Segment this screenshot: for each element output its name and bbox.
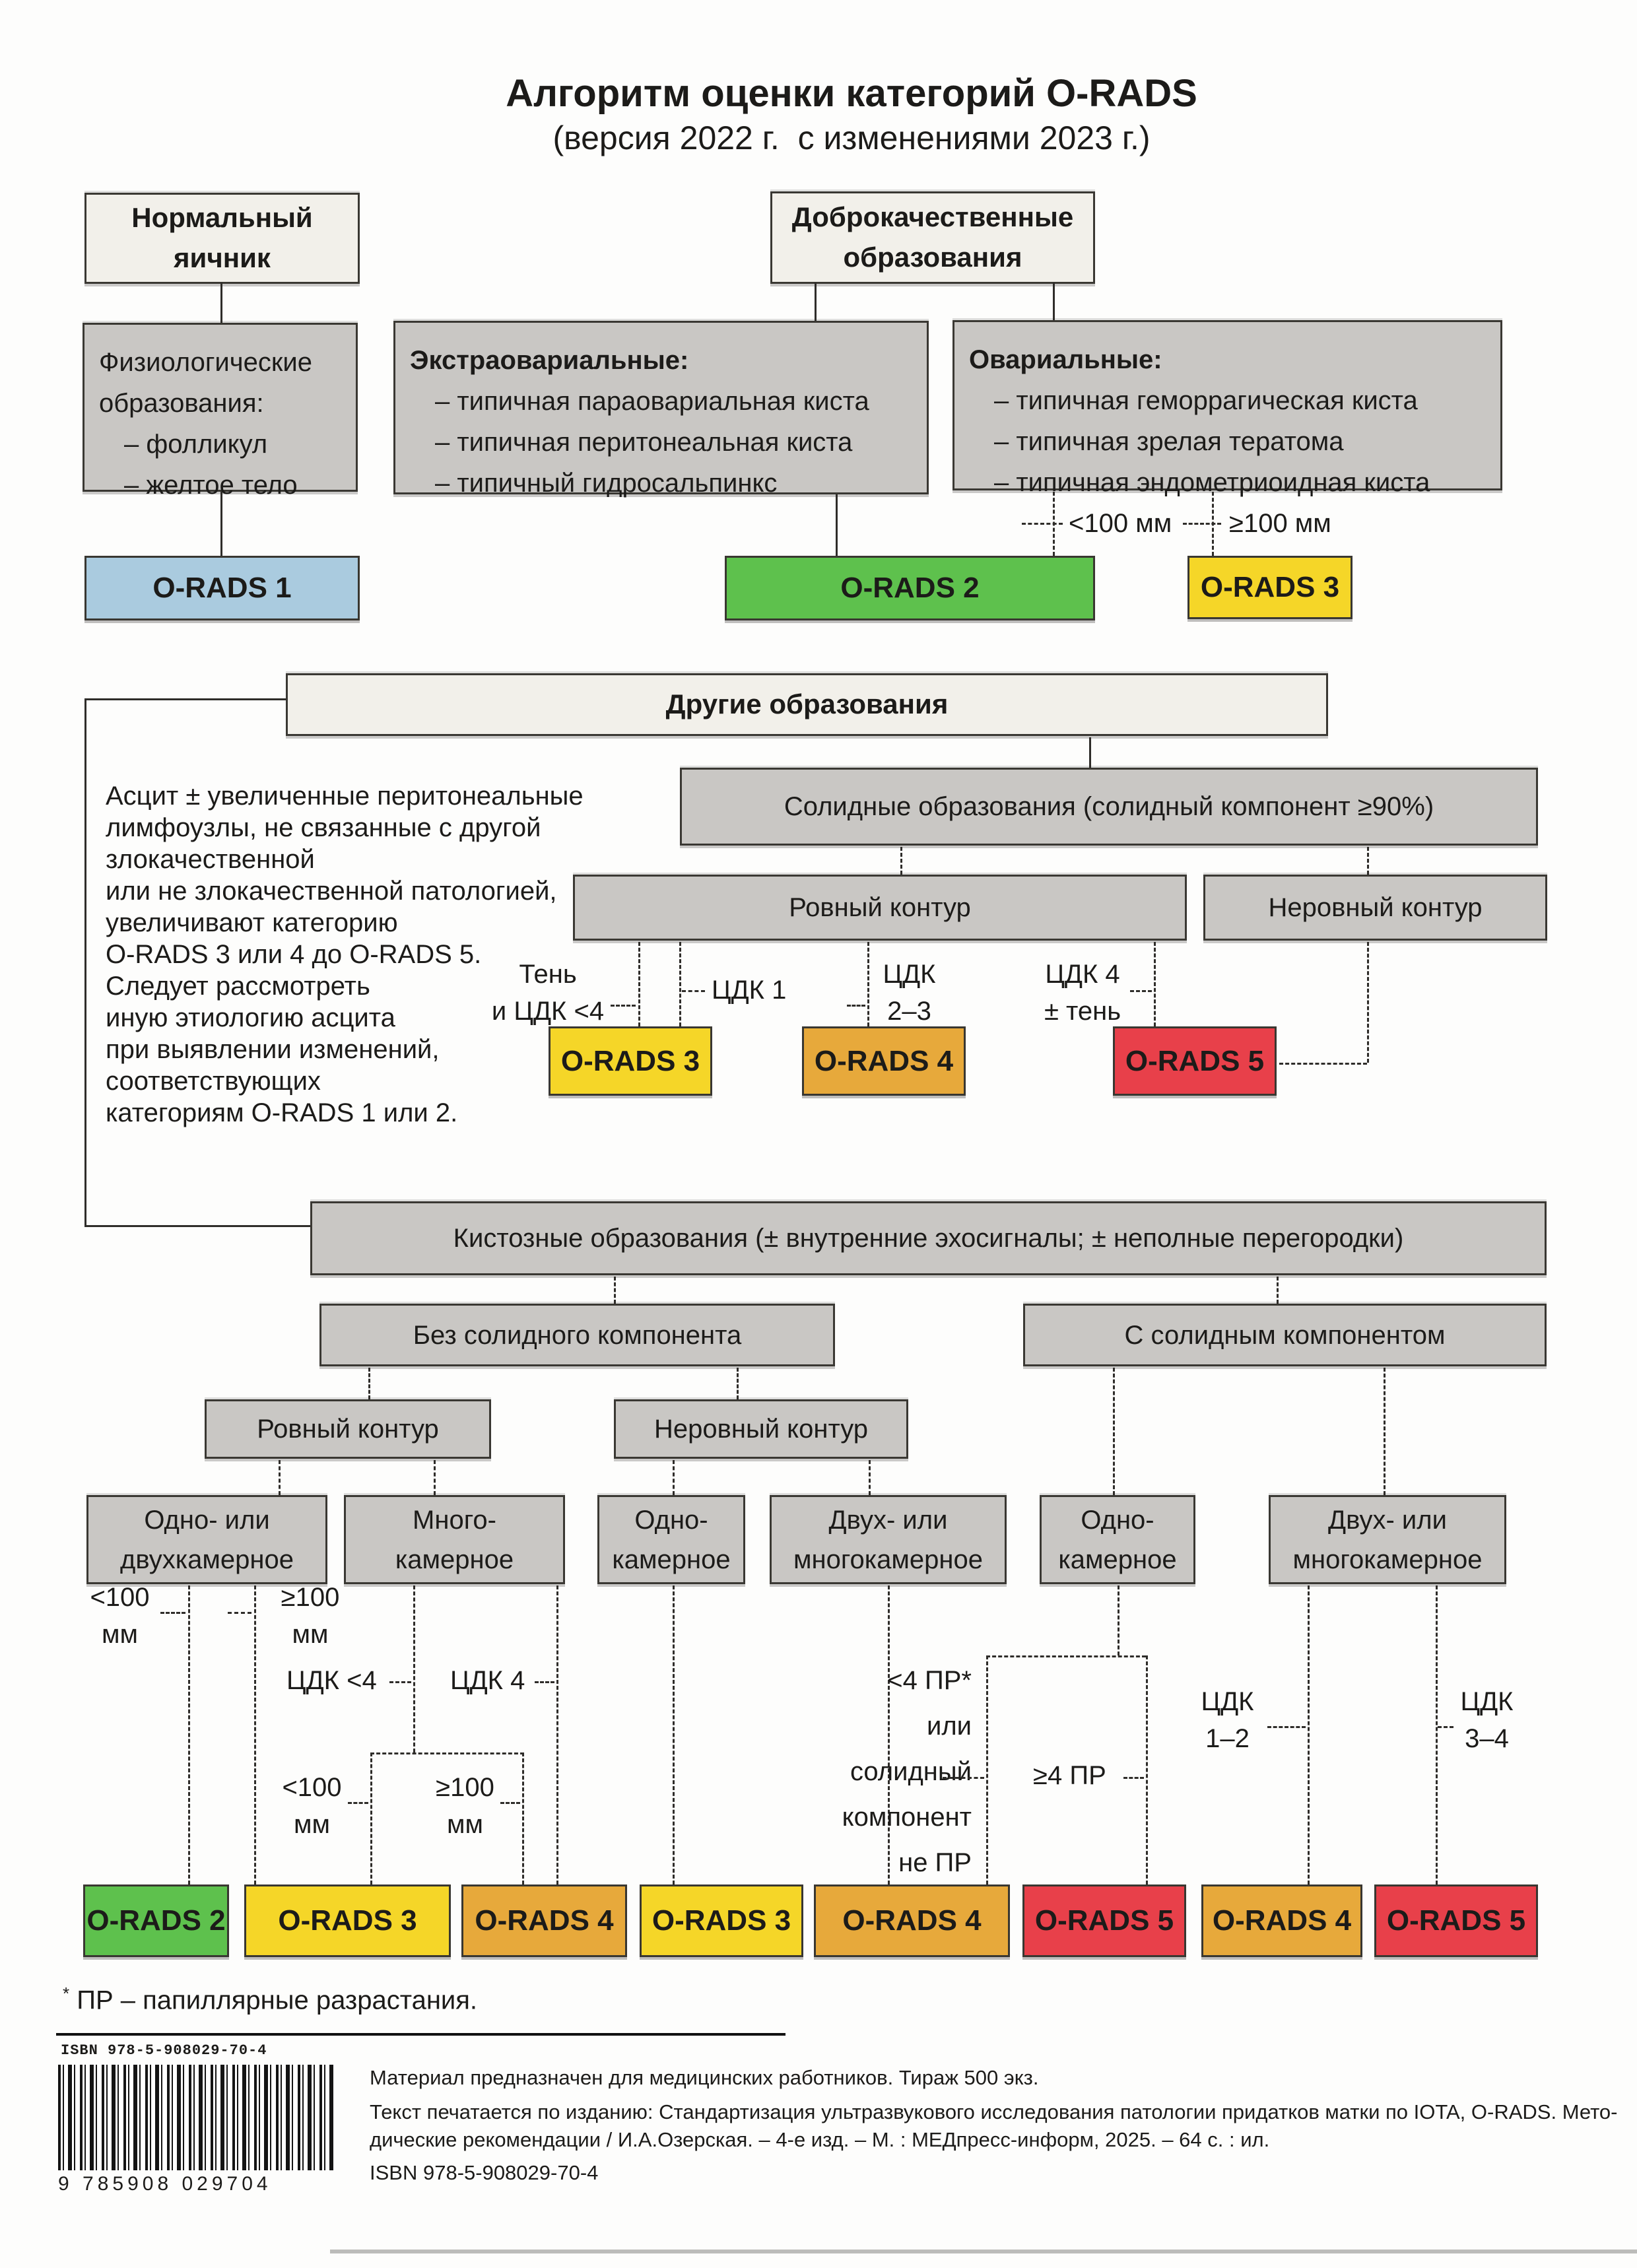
node-multilocular xyxy=(344,1495,565,1584)
label-ge100: ≥100 xyxy=(281,1583,340,1612)
ascites-line: злокачественной xyxy=(106,845,315,874)
result-bottom-orads-5b: O-RADS 5 xyxy=(1374,1884,1538,1957)
connector-dashed xyxy=(522,1752,524,1884)
footnote-pr xyxy=(63,1984,477,2015)
tick-dashed xyxy=(348,1802,368,1804)
label-cdk23 xyxy=(878,956,941,1030)
ascites-line: или не злокачественной патологией, xyxy=(106,877,557,906)
connector-dashed xyxy=(638,942,640,1026)
label-ge4pr: ≥4 ПР xyxy=(1033,1761,1106,1790)
connector-dashed xyxy=(679,942,681,1026)
chamber-line: многокамерное xyxy=(1292,1545,1483,1574)
node-smooth-contour-solid xyxy=(573,875,1187,941)
pr-line: компонент xyxy=(842,1803,972,1832)
label-cdk34-line2: 3–4 xyxy=(1465,1724,1509,1753)
connector-dashed xyxy=(986,1655,1146,1657)
barcode-digits: 9 785908 029704 xyxy=(58,2173,272,2195)
label-cdk4-shadow xyxy=(1033,956,1132,1030)
connector-dashed xyxy=(279,1460,281,1495)
chamber-line: многокамерное xyxy=(793,1545,983,1574)
label-cdk34 xyxy=(1455,1683,1518,1757)
connector-dashed xyxy=(1154,942,1156,1026)
label-mm: мм xyxy=(294,1810,330,1839)
footer-isbn: ISBN 978-5-908029-70-4 xyxy=(370,2161,599,2184)
node-other-lesions-label: Другие образования xyxy=(665,688,949,720)
node-physiologic xyxy=(83,323,358,500)
connector-dashed xyxy=(1308,1585,1310,1884)
connector xyxy=(84,1225,310,1227)
result-bottom-orads-5: O-RADS 5 xyxy=(1022,1884,1186,1957)
connector-dashed xyxy=(900,847,902,875)
connector xyxy=(1053,283,1055,320)
label-cdk12 xyxy=(1196,1683,1259,1757)
chamber-line: Одно- или xyxy=(144,1505,270,1535)
ascites-line: категориям O-RADS 1 или 2. xyxy=(106,1098,458,1127)
connector-dashed xyxy=(368,1368,370,1399)
ascites-line: соответствующих xyxy=(106,1067,321,1096)
node-smooth-contour-cystic-label: Ровный контур xyxy=(257,1415,439,1444)
chamber-line: Двух- или xyxy=(828,1505,948,1535)
connector-dashed xyxy=(556,1585,558,1884)
connector-dashed xyxy=(413,1585,415,1752)
label-mm: мм xyxy=(292,1620,329,1649)
node-unilocular-solid xyxy=(1040,1495,1195,1584)
node-irregular-contour-cystic-label: Неровный контур xyxy=(653,1415,869,1444)
label-lt100mm-b xyxy=(277,1769,347,1843)
node-no-solid-component-label: Без солидного компонента xyxy=(413,1320,742,1350)
node-no-solid-component xyxy=(319,1304,835,1366)
chamber-line: двухкамерное xyxy=(120,1545,294,1574)
result-orads-4-solid: O-RADS 4 xyxy=(802,1026,966,1096)
node-solid-lesions-label: Солидные образования (солидный компонент ≥90%) xyxy=(784,792,1434,821)
connector-dashed xyxy=(370,1752,372,1884)
label-size-ge100: ≥100 мм xyxy=(1229,509,1331,538)
chamber-line: камерное xyxy=(395,1545,514,1574)
label-cdk-4: ЦДК 4 xyxy=(450,1666,525,1695)
connector-dashed xyxy=(188,1585,190,1884)
node-cystic-lesions-label: Кистозные образования (± внутренние эхосигналы; ± неполные перегородки) xyxy=(453,1224,1404,1253)
label-ge100mm xyxy=(267,1579,353,1653)
physio-item: – желтое тело xyxy=(124,471,298,500)
extraovarian-item: – типичная параовариальная киста xyxy=(435,387,869,416)
label-cdk34-line1: ЦДК xyxy=(1460,1687,1514,1716)
barcode xyxy=(58,2065,335,2170)
label-cdk4-line1: ЦДК 4 xyxy=(1045,960,1120,989)
physio-item: – фолликул xyxy=(124,430,268,459)
label-cdk12-line2: 1–2 xyxy=(1205,1724,1250,1753)
connector-dashed xyxy=(869,1460,871,1495)
isbn-caption: ISBN 978-5-908029-70-4 xyxy=(61,2042,267,2059)
ascites-note xyxy=(106,780,607,1129)
result-orads-3: O-RADS 3 xyxy=(1187,556,1353,619)
result-orads-2: O-RADS 2 xyxy=(725,556,1095,620)
connector-dashed xyxy=(254,1585,256,1884)
node-benign xyxy=(770,191,1095,284)
node-irregular-contour-cystic xyxy=(614,1399,908,1459)
chamber-line: Одно- xyxy=(634,1505,708,1535)
connector-dashed xyxy=(1384,1368,1386,1495)
ovarian-title: Овариальные: xyxy=(969,345,1162,374)
node-irregular-contour-solid xyxy=(1203,875,1547,941)
tick-dashed xyxy=(1183,523,1221,525)
connector xyxy=(815,283,817,321)
scan-edge xyxy=(330,2250,1637,2253)
node-bi-multilocular-irregular xyxy=(770,1495,1007,1584)
label-cdk23-line2: 2–3 xyxy=(887,997,931,1026)
node-normal-ovary xyxy=(84,193,360,284)
node-other-lesions xyxy=(286,673,1328,736)
node-uni-bilocular xyxy=(86,1495,327,1584)
tick-dashed xyxy=(682,990,705,992)
node-cystic-lesions xyxy=(310,1201,1547,1275)
chamber-line: камерное xyxy=(1058,1545,1177,1574)
node-unilocular-irregular xyxy=(597,1495,745,1584)
extraovarian-item: – типичная перитонеальная киста xyxy=(435,428,853,457)
pr-line: солидный xyxy=(850,1757,972,1786)
label-cdk23-line1: ЦДК xyxy=(883,960,936,989)
connector-dashed xyxy=(867,942,869,1026)
connector-dashed xyxy=(1367,942,1369,1063)
ascites-line: увеличивают категорию xyxy=(106,908,398,937)
connector xyxy=(84,698,286,700)
physio-line1: Физиологические xyxy=(99,348,312,377)
connector-dashed xyxy=(434,1460,436,1495)
label-shadow: Тень xyxy=(519,960,577,989)
tick-dashed xyxy=(535,1681,554,1683)
label-lt4-pr-or-solid xyxy=(759,1658,972,1886)
page-subtitle: (версия 2022 г. с изменениями 2023 г.) xyxy=(552,119,1151,156)
tick-dashed xyxy=(1438,1726,1453,1728)
connector-dashed xyxy=(986,1655,988,1884)
result-bottom-orads-4: O-RADS 4 xyxy=(461,1884,627,1957)
footnote-text: ПР – папиллярные разрастания. xyxy=(69,1985,478,2015)
ascites-line: иную этиологию асцита xyxy=(106,1003,395,1032)
node-with-solid-component xyxy=(1023,1304,1547,1366)
ovarian-item: – типичная эндометриоидная киста xyxy=(994,468,1430,497)
node-solid-lesions xyxy=(680,768,1538,846)
pr-line: <4 ПР* xyxy=(887,1666,972,1695)
connector xyxy=(84,698,86,1226)
tick-dashed xyxy=(160,1612,185,1614)
result-orads-3-solid: O-RADS 3 xyxy=(549,1026,712,1096)
label-cdk-lt4: и ЦДК <4 xyxy=(491,997,605,1026)
node-smooth-contour-solid-label: Ровный контур xyxy=(789,893,971,922)
result-bottom-orads-3: O-RADS 3 xyxy=(244,1884,451,1957)
node-normal-ovary-line1: Нормальный xyxy=(131,202,313,234)
pr-line: не ПР xyxy=(898,1848,972,1877)
label-lt100: <100 xyxy=(282,1773,342,1802)
tick-dashed xyxy=(1123,1777,1144,1779)
node-benign-line1: Доброкачественные xyxy=(791,201,1074,233)
label-lt100: <100 xyxy=(90,1583,150,1612)
ascites-line: Следует рассмотреть xyxy=(106,972,370,1001)
connector-dashed xyxy=(673,1460,675,1495)
result-orads-5-solid: O-RADS 5 xyxy=(1113,1026,1277,1096)
label-ge100: ≥100 xyxy=(436,1773,494,1802)
node-smooth-contour-cystic xyxy=(205,1399,491,1459)
result-bottom-orads-3b: O-RADS 3 xyxy=(640,1884,803,1957)
chamber-line: Одно- xyxy=(1081,1505,1154,1535)
label-mm: мм xyxy=(102,1620,138,1649)
ovarian-item: – типичная геморрагическая киста xyxy=(994,386,1418,415)
connector xyxy=(1089,737,1091,769)
footer-line-source-1: Текст печатается по изданию: Стандартизация ультразвукового исследования патологии придатков матки по IOTA, O-RADS. Мето- xyxy=(370,2100,1618,2123)
connector-dashed xyxy=(370,1752,524,1754)
chamber-line: Двух- или xyxy=(1328,1505,1447,1535)
node-ovarian xyxy=(952,320,1502,497)
connector-dashed xyxy=(1118,1585,1119,1655)
tick-dashed xyxy=(1130,990,1152,992)
connector-dashed xyxy=(1146,1655,1148,1884)
ovarian-item: – типичная зрелая тератома xyxy=(994,427,1344,456)
ascites-line: лимфоузлы, не связанные с другой xyxy=(106,813,541,842)
connector xyxy=(220,492,222,556)
result-bottom-orads-2: O-RADS 2 xyxy=(83,1884,229,1957)
node-benign-line2: образования xyxy=(843,242,1022,273)
connector-dashed xyxy=(1436,1585,1438,1884)
chamber-line: камерное xyxy=(612,1545,731,1574)
result-bottom-orads-4b: O-RADS 4 xyxy=(814,1884,1010,1957)
tick-dashed xyxy=(943,1777,984,1779)
label-shadow-cdk-lt4 xyxy=(488,956,607,1030)
connector-dashed xyxy=(1279,1063,1367,1065)
ascites-line: Асцит ± увеличенные перитонеальные xyxy=(106,782,584,811)
pr-line: или xyxy=(926,1712,972,1741)
connector xyxy=(220,283,222,323)
extraovarian-title: Экстраовариальные: xyxy=(410,346,689,375)
ascites-line: при выявлении изменений, xyxy=(106,1035,440,1064)
node-with-solid-component-label: С солидным компонентом xyxy=(1124,1320,1446,1350)
node-normal-ovary-line2: яичник xyxy=(174,242,271,273)
tick-dashed xyxy=(1022,523,1063,525)
node-irregular-contour-solid-label: Неровный контур xyxy=(1268,893,1483,922)
node-extraovarian xyxy=(393,321,929,498)
connector-dashed xyxy=(614,1277,616,1304)
footnote-star: * xyxy=(63,1984,70,2003)
connector-dashed xyxy=(1367,847,1369,875)
label-size-lt100: <100 мм xyxy=(1069,509,1172,538)
label-cdk-lt4: ЦДК <4 xyxy=(286,1666,377,1695)
node-bi-multilocular-solid xyxy=(1269,1495,1506,1584)
tick-dashed xyxy=(500,1802,520,1804)
tick-dashed xyxy=(228,1612,251,1614)
label-ge100mm-b xyxy=(430,1769,500,1843)
label-mm: мм xyxy=(447,1810,483,1839)
ascites-line: O-RADS 3 или 4 до O-RADS 5. xyxy=(106,940,482,969)
extraovarian-item: – типичный гидросальпинкс xyxy=(435,469,778,498)
result-bottom-orads-4c: O-RADS 4 xyxy=(1201,1884,1362,1957)
tick-dashed xyxy=(611,1005,636,1007)
physio-line2: образования: xyxy=(99,389,264,418)
footer-rule xyxy=(56,2033,785,2036)
page-title: Алгоритм оценки категорий O-RADS xyxy=(506,72,1197,115)
connector-dashed xyxy=(1113,1368,1115,1495)
connector-dashed xyxy=(1277,1277,1279,1304)
chamber-line: Много- xyxy=(413,1505,496,1535)
label-cdk4-line2: ± тень xyxy=(1044,997,1121,1026)
connector-dashed xyxy=(737,1368,739,1399)
label-lt100mm xyxy=(82,1579,158,1653)
tick-dashed xyxy=(1267,1726,1306,1728)
connector xyxy=(836,494,838,556)
label-cdk12-line1: ЦДК xyxy=(1201,1687,1254,1716)
footer-line-audience: Материал предназначен для медицинских работников. Тираж 500 экз. xyxy=(370,2066,1039,2089)
connector-dashed xyxy=(673,1585,675,1884)
tick-dashed xyxy=(389,1681,411,1683)
footer-line-source-2: дические рекомендации / И.А.Озерская. – 4-е изд. – М. : МЕДпресс-информ, 2025. – 64 с. : ил. xyxy=(370,2128,1270,2151)
result-orads-1: O-RADS 1 xyxy=(84,556,360,620)
label-cdk1: ЦДК 1 xyxy=(712,976,787,1005)
tick-dashed xyxy=(847,1005,865,1007)
